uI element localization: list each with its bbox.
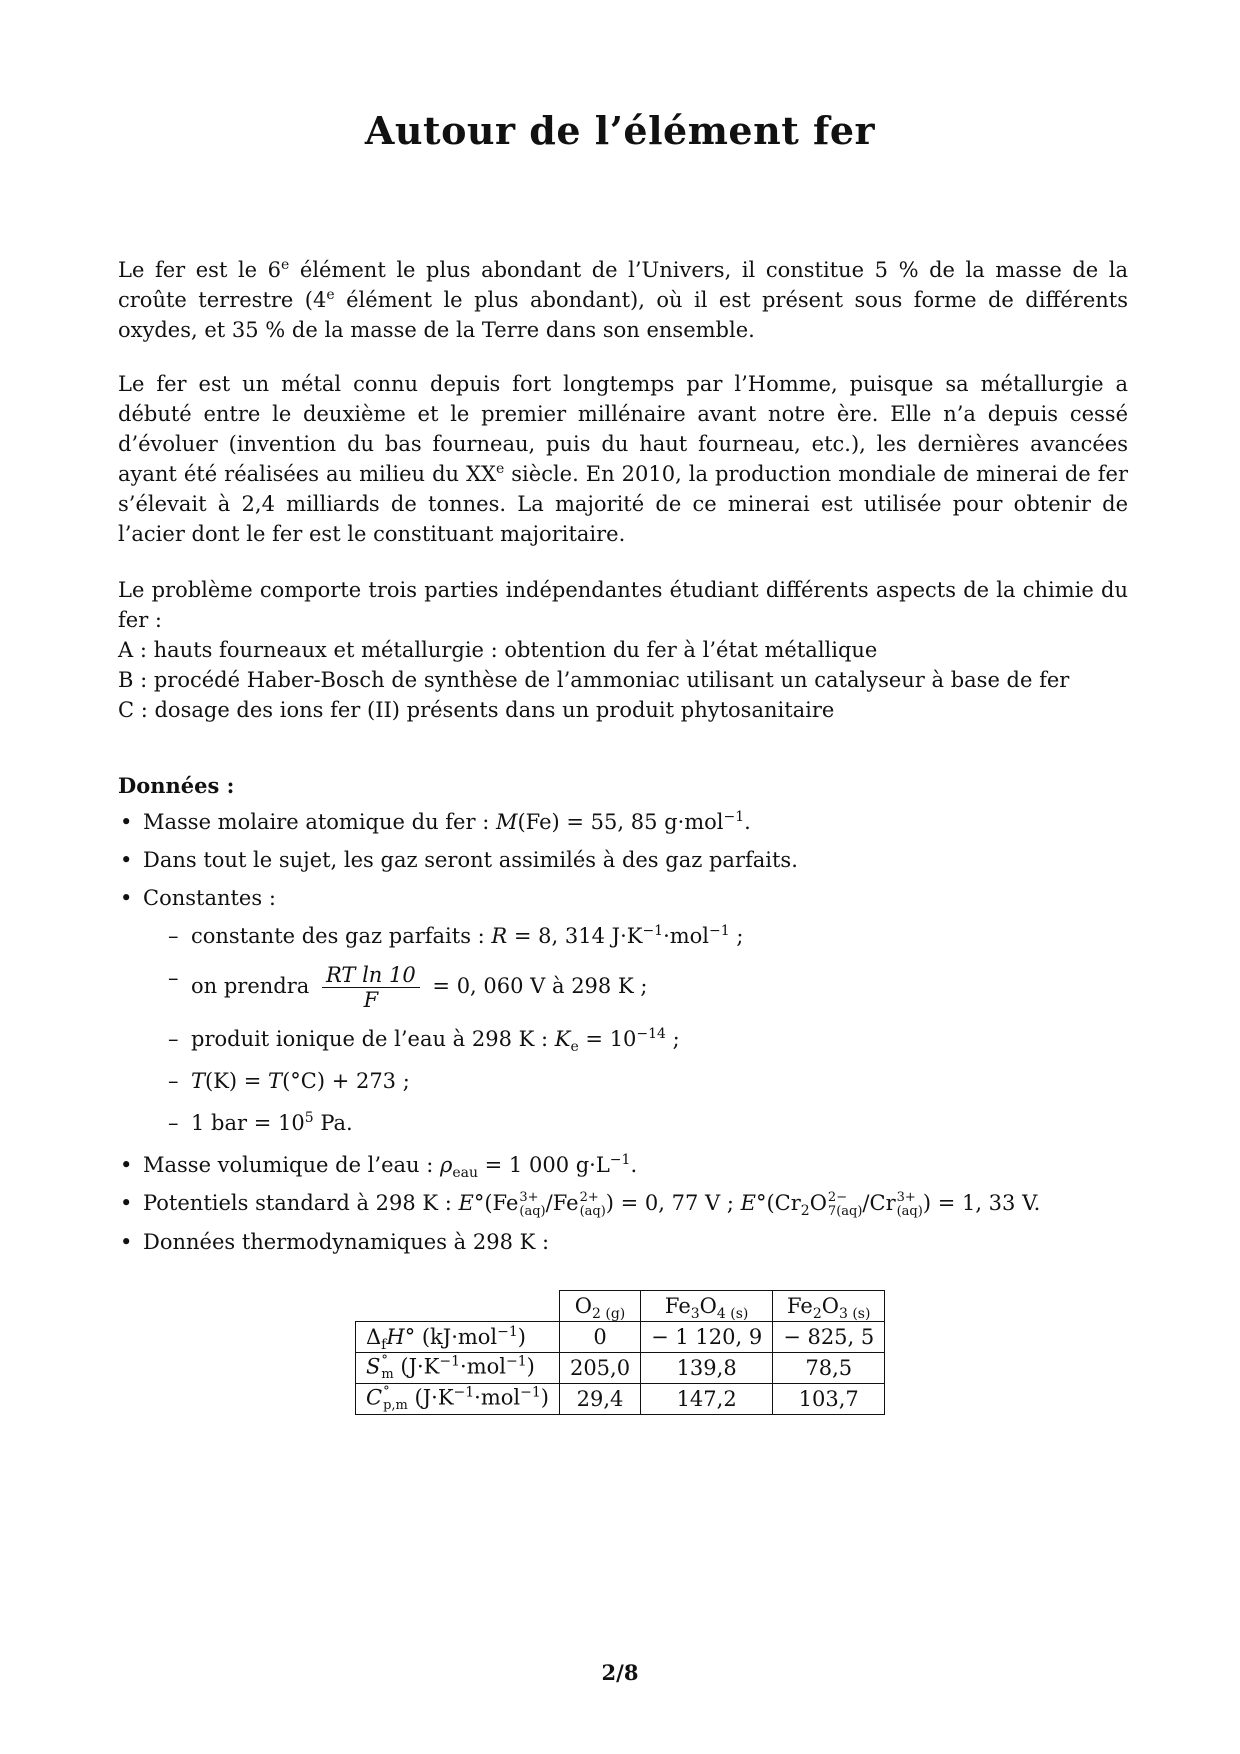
table-cell: 103,7 xyxy=(773,1384,885,1415)
table-header-cell: $Fe_3O_{4 (s)}$ xyxy=(641,1291,773,1322)
table-cell: 29,4 xyxy=(559,1384,640,1415)
table-cell: 205,0 xyxy=(559,1353,640,1384)
table-row xyxy=(356,1384,885,1415)
constants-item xyxy=(118,883,1128,1138)
nernst-fraction xyxy=(322,963,420,1012)
data-heading: Données : xyxy=(118,773,235,798)
gas-constant-item: – constante des gaz parfaits : R = 8, 314 $J\cdot K^{-1}\cdot mol^{-1}$ ; xyxy=(168,921,1128,951)
data-list xyxy=(118,807,1128,1257)
table-cell: − 1 120, 9 xyxy=(641,1322,773,1353)
standard-potentials-item: • Potentiels standard à 298 K : E°(Fe 3+ (aq) /Fe 2+ (aq) ) = 0, 77 V ; $E^\circ(Cr_2O$ 2− 7(aq) /Cr 3+ (aq) ) = 1, 33 V. xyxy=(118,1188,1128,1219)
page-title: Autour de l’élément fer xyxy=(364,108,876,153)
table-cell: 139,8 xyxy=(641,1353,773,1384)
problem-part-a: A : hauts fourneaux et métallurgie : obtention du fer à l’état métallique xyxy=(118,638,878,662)
problem-outline xyxy=(118,575,1128,725)
nernst-prefix: on prendra xyxy=(191,974,310,998)
bar-definition-item: – 1 bar = $10^5$ Pa. xyxy=(168,1108,1128,1138)
constants-label: Constantes : xyxy=(143,886,276,910)
intro-paragraph-1: Le fer est le 6e élément le plus abondant de l’Univers, il constitue 5 % de la masse de la croûte terrestre (4e élément le plus abondant), où il est présent sous forme de différents oxydes, et 35 % de la masse de la Terre dans son ensemble. xyxy=(118,257,1129,342)
table-row xyxy=(356,1322,885,1353)
table-cell: 0 xyxy=(559,1322,640,1353)
nernst-item xyxy=(168,963,1128,1012)
table-row-head: C ° p,m $(J\cdot K^{-1}\cdot mol^{-1})$ xyxy=(356,1384,560,1415)
molar-mass-item: • Masse molaire atomique du fer : M(Fe) = 55, 85 g·mol$^{-1}$. xyxy=(118,807,1128,837)
thermo-table xyxy=(355,1290,885,1415)
table-header-cell: $Fe_2O_{3 (s)}$ xyxy=(773,1291,885,1322)
table-row-head: $\Delta_fH^\circ$ (kJ·mol$^{-1}$) xyxy=(356,1322,560,1353)
table-header-row xyxy=(356,1291,885,1322)
fraction-denominator: F xyxy=(363,988,379,1012)
page-number: 2/8 xyxy=(601,1660,639,1685)
table-row xyxy=(356,1353,885,1384)
nernst-suffix: = 0, 060 V à 298 K ; xyxy=(432,974,648,998)
problem-part-c: C : dosage des ions fer (II) présents dans un produit phytosanitaire xyxy=(118,698,835,722)
water-density-item: • Masse volumique de l’eau : $\rho_{eau} = 1$ 000 $g\cdot L^{-1}$. xyxy=(118,1150,1128,1180)
intro-paragraph-2: Le fer est un métal connu depuis fort longtemps par l’Homme, puisque sa métallurgie a débuté entre le deuxième et le premier millénaire avant notre ère. Elle n’a depuis cessé d’évoluer (invention du bas fourneau, puis du haut fourneau, etc.), les dernières avancées ayant été réalisées au milieu du XXe siècle. En 2010, la production mondiale de minerai de fer s’élevait à 2,4 milliards de tonnes. La majorité de ce minerai est utilisée pour obtenir de l’acier dont le fer est le constituant majoritaire. xyxy=(118,372,1128,546)
problem-part-b: B : procédé Haber-Bosch de synthèse de l’ammoniac utilisant un catalyseur à base de fer xyxy=(118,668,1070,692)
data-section xyxy=(118,771,1128,1265)
water-ionic-product-item: – produit ionique de l’eau à 298 K : $K_e = 10^{-14}$ ; xyxy=(168,1024,1128,1054)
thermo-data-item: • Données thermodynamiques à 298 K : xyxy=(118,1227,1128,1257)
table-header-cell: $O_{2 (g)}$ xyxy=(559,1291,640,1322)
table-cell: − 825, 5 xyxy=(773,1322,885,1353)
fraction-numerator: RT ln 10 xyxy=(322,963,420,988)
table-corner-cell xyxy=(356,1291,560,1322)
table-row-head: S ° m $(J\cdot K^{-1}\cdot mol^{-1})$ xyxy=(356,1353,560,1384)
problem-intro: Le problème comporte trois parties indépendantes étudiant différents aspects de la chimie du fer : xyxy=(118,578,1128,632)
temperature-conversion-item: – T(K) = T(°C) + 273 ; xyxy=(168,1066,1128,1096)
table-cell: 78,5 xyxy=(773,1353,885,1384)
ideal-gas-item: • Dans tout le sujet, les gaz seront assimilés à des gaz parfaits. xyxy=(118,845,1128,875)
constants-list xyxy=(143,921,1128,1138)
table-cell: 147,2 xyxy=(641,1384,773,1415)
